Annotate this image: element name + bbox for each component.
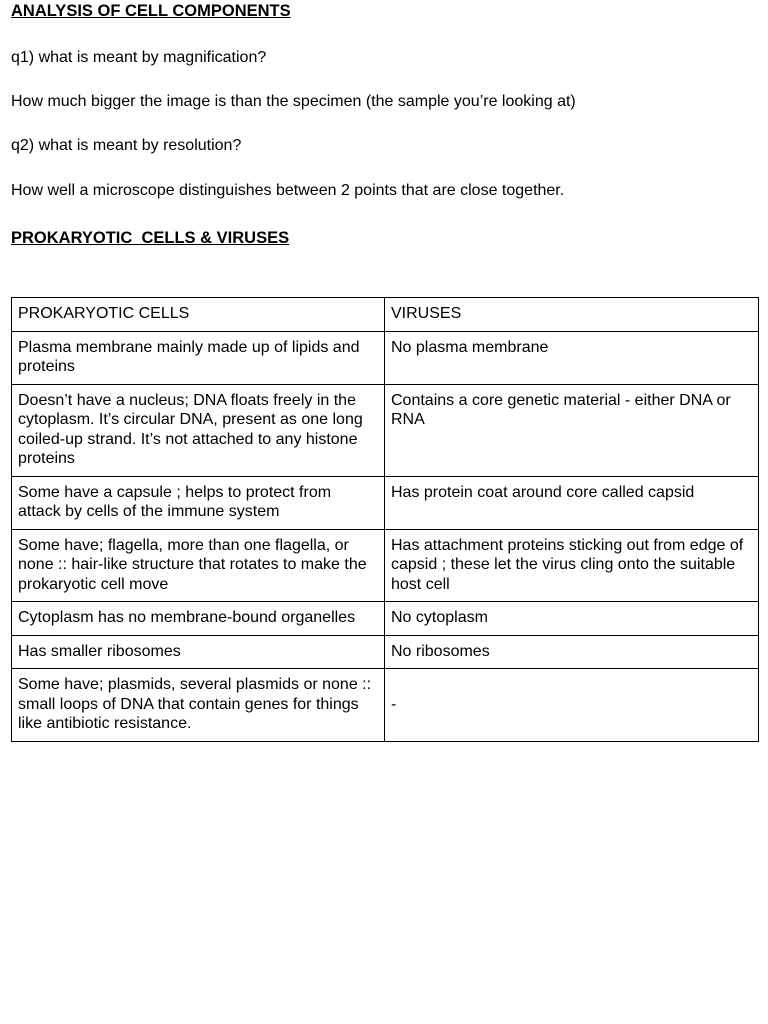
table-cell-prokaryotic: Plasma membrane mainly made up of lipids and proteins <box>12 331 385 384</box>
table-row <box>12 476 759 529</box>
table-row <box>12 529 759 602</box>
section-heading-analysis: ANALYSIS OF CELL COMPONENTS <box>11 2 291 20</box>
table-cell-virus: Has attachment proteins sticking out from edge of capsid ; these let the virus cling onto the suitable host cell <box>385 529 759 602</box>
question-1: q1) what is meant by magnification? <box>11 49 267 66</box>
table-cell-prokaryotic: Has smaller ribosomes <box>12 635 385 669</box>
table-cell-virus: No cytoplasm <box>385 602 759 636</box>
answer-1: How much bigger the image is than the specimen (the sample you’re looking at) <box>11 93 576 110</box>
table-row <box>12 602 759 636</box>
table-cell-virus: No ribosomes <box>385 635 759 669</box>
table-header-viruses: VIRUSES <box>385 298 759 332</box>
table-cell-prokaryotic: Doesn’t have a nucleus; DNA floats freely in the cytoplasm. It’s circular DNA, present as one long coiled-up strand. It’s not attached to any histone proteins <box>12 384 385 476</box>
table-row <box>12 331 759 384</box>
question-2: q2) what is meant by resolution? <box>11 137 242 154</box>
table-cell-prokaryotic: Some have a capsule ; helps to protect from attack by cells of the immune system <box>12 476 385 529</box>
table-row <box>12 384 759 476</box>
table-row <box>12 669 759 742</box>
section-heading-prokaryotic: PROKARYOTIC CELLS & VIRUSES <box>11 229 290 247</box>
answer-2: How well a microscope distinguishes between 2 points that are close together. <box>11 182 565 199</box>
comparison-table <box>11 297 759 742</box>
table-header-prokaryotic: PROKARYOTIC CELLS <box>12 298 385 332</box>
table-cell-prokaryotic: Some have; flagella, more than one flagella, or none :: hair-like structure that rotates to make the prokaryotic cell move <box>12 529 385 602</box>
table-cell-virus: - <box>385 669 759 742</box>
table-row <box>12 635 759 669</box>
table-cell-prokaryotic: Some have; plasmids, several plasmids or none :: small loops of DNA that contain genes for things like antibiotic resistance. <box>12 669 385 742</box>
table-cell-virus: Has protein coat around core called capsid <box>385 476 759 529</box>
table-header-row <box>12 298 759 332</box>
table-cell-virus: Contains a core genetic material - either DNA or RNA <box>385 384 759 476</box>
table-cell-prokaryotic: Cytoplasm has no membrane-bound organelles <box>12 602 385 636</box>
table-cell-virus: No plasma membrane <box>385 331 759 384</box>
